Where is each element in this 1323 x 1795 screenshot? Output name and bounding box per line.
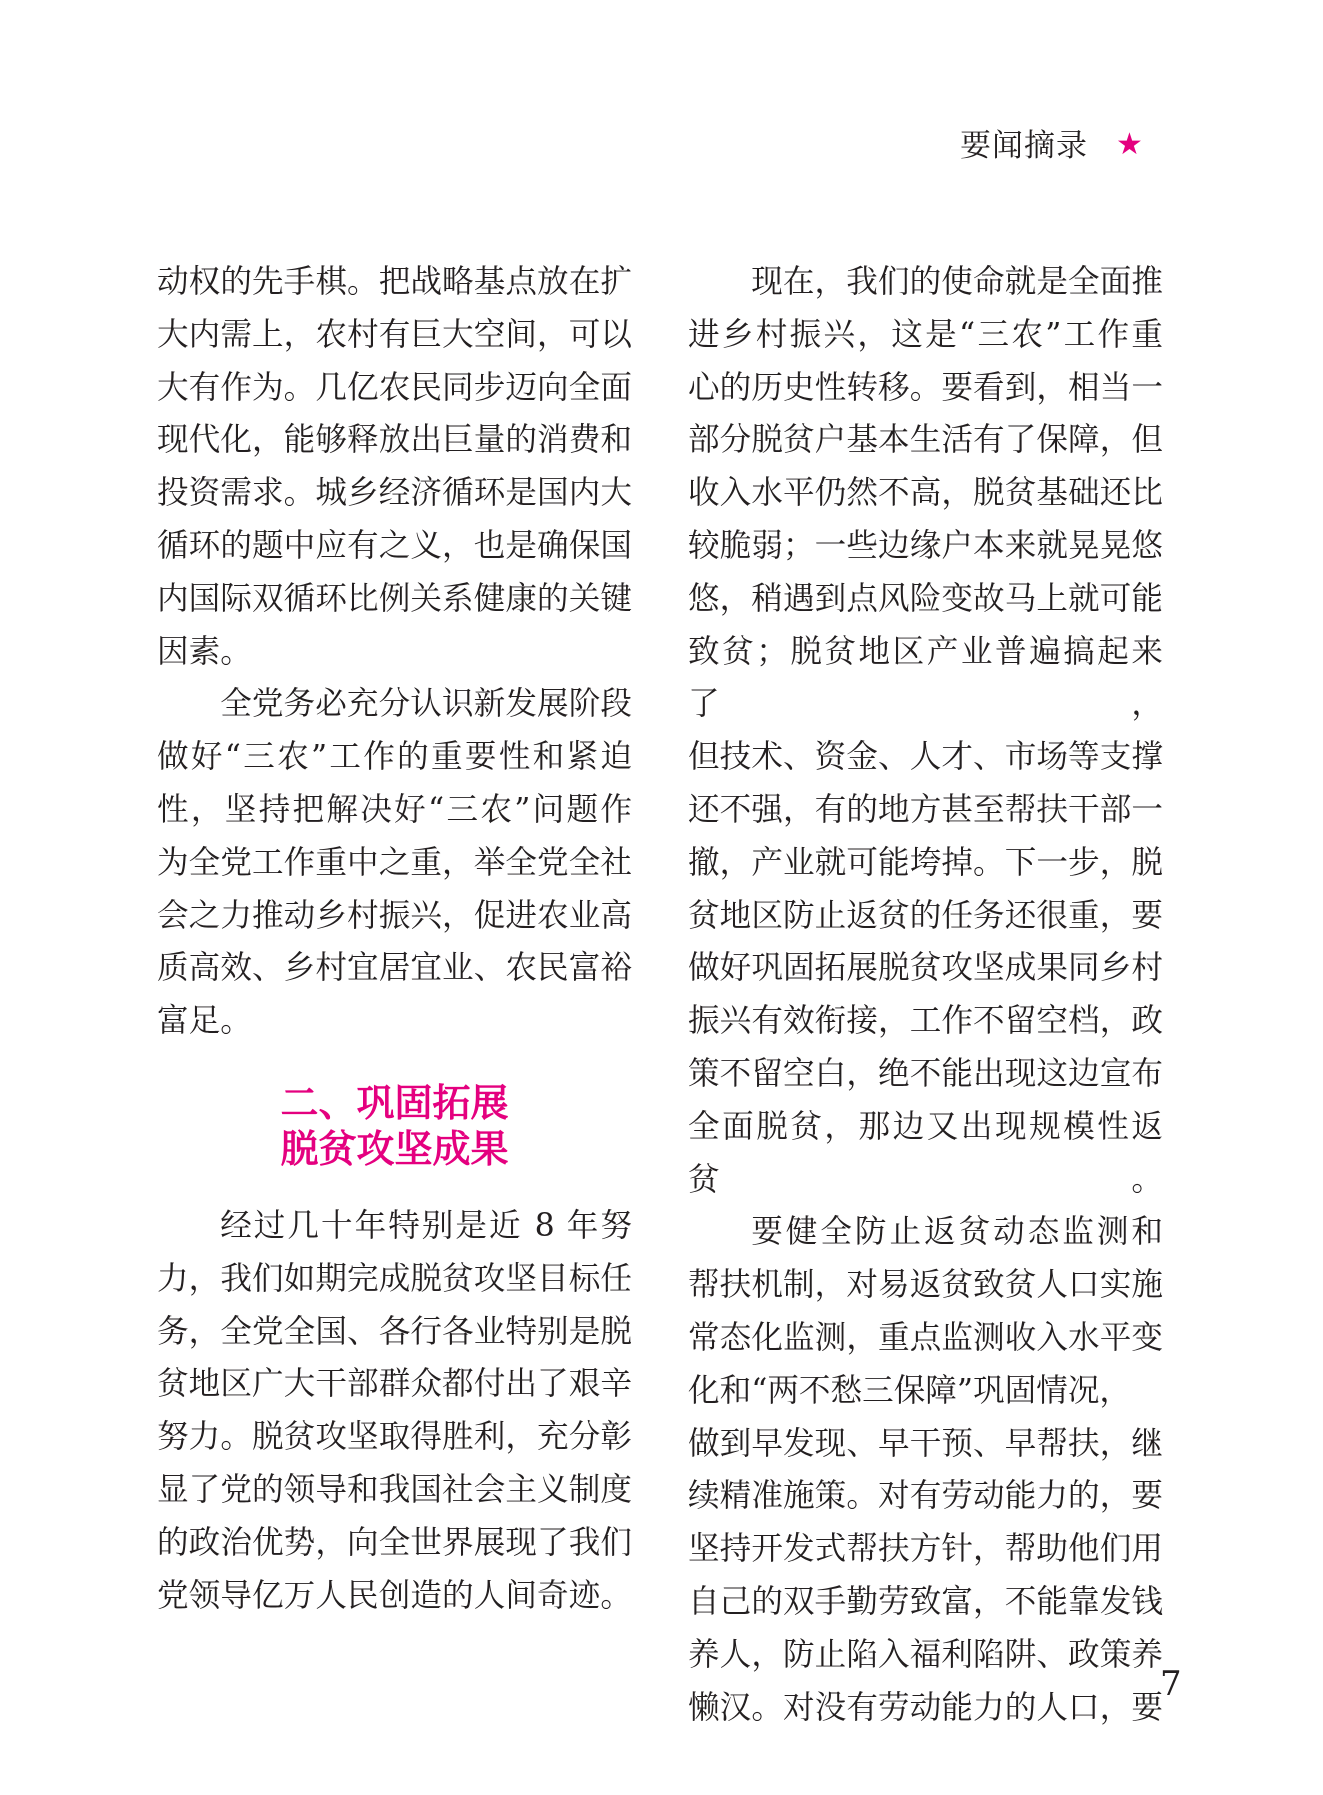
text-line: 要健全防止返贫动态监测和 — [751, 1214, 1163, 1251]
text-line: 投资需求。城乡经济循环是国内大 — [157, 475, 632, 512]
text-line: 还不强，有的地方甚至帮扶干部一 — [688, 791, 1163, 828]
text-line: 内国际双循环比例关系健康的关键 — [157, 580, 632, 617]
left-column — [157, 256, 632, 1622]
page-number: 7 — [1160, 1664, 1182, 1704]
text-line: 为全党工作重中之重，举全党全社 — [157, 844, 632, 881]
star-icon: ★ — [1116, 127, 1143, 162]
text-line: 会之力推动乡村振兴，促进农业高 — [157, 897, 632, 934]
text-line: 贫地区防止返贫的任务还很重，要 — [688, 897, 1163, 934]
text-line: 但技术、资金、人才、市场等支撑 — [688, 739, 1163, 776]
text-line: 策不留空白，绝不能出现这边宣布 — [688, 1055, 1163, 1092]
text-line: 悠，稍遇到点风险变故马上就可能 — [688, 580, 1163, 617]
text-line: 续精准施策。对有劳动能力的，要 — [688, 1478, 1163, 1515]
text-line: 力，我们如期完成脱贫攻坚目标任 — [157, 1260, 632, 1297]
text-line: 动权的先手棋。把战略基点放在扩 — [157, 264, 632, 300]
text-line: 化和“两不愁三保障”巩固情况， — [688, 1372, 1132, 1409]
text-line: 贫地区广大干部群众都付出了艰辛 — [157, 1366, 632, 1403]
text-line: 质高效、乡村宜居宜业、农民富裕 — [157, 950, 632, 987]
text-line: 显了党的领导和我国社会主义制度 — [157, 1471, 632, 1508]
text-line: 振兴有效衔接，工作不留空档，政 — [688, 1003, 1163, 1040]
text-line: 因素。 — [157, 633, 252, 670]
text-line: 大内需上，农村有巨大空间，可以 — [157, 316, 632, 353]
text-line: 努力。脱贫攻坚取得胜利，充分彰 — [157, 1419, 632, 1456]
text-line: 收入水平仍然不高，脱贫基础还比 — [688, 475, 1163, 512]
text-line: 经过几十年特别是近 8 年努 — [220, 1207, 632, 1244]
text-line: 循环的题中应有之义，也是确保国 — [157, 527, 632, 564]
paragraph-5 — [688, 1206, 1163, 1734]
text-line: 现代化，能够释放出巨量的消费和 — [157, 422, 632, 459]
heading-line: 脱贫攻坚成果 — [280, 1126, 509, 1171]
text-line: 致贫；脱贫地区产业普遍搞起来了， — [688, 633, 1163, 723]
section-title: 要闻摘录 — [960, 128, 1088, 164]
text-line: 性，坚持把解决好“三农”问题作 — [157, 791, 632, 828]
text-line: 常态化监测，重点监测收入水平变 — [688, 1319, 1163, 1356]
paragraph-3 — [157, 1200, 632, 1622]
text-line: 进乡村振兴，这是“三农”工作重 — [688, 316, 1163, 353]
text-line: 的政治优势，向全世界展现了我们 — [157, 1524, 632, 1561]
text-line: 富足。 — [157, 1003, 252, 1040]
heading-line: 二、巩固拓展 — [280, 1080, 509, 1125]
text-line: 全面脱贫，那边又出现规模性返贫。 — [688, 1108, 1163, 1198]
section-heading — [157, 1080, 632, 1172]
paragraph-1 — [157, 256, 632, 678]
text-line: 坚持开发式帮扶方针，帮助他们用 — [688, 1531, 1163, 1568]
text-line: 心的历史性转移。要看到，相当一 — [688, 369, 1163, 406]
right-column — [688, 256, 1163, 1734]
text-line: 做好巩固拓展脱贫攻坚成果同乡村 — [688, 950, 1163, 987]
text-line: 帮扶机制，对易返贫致贫人口实施 — [688, 1267, 1163, 1304]
text-line: 做好“三农”工作的重要性和紧迫 — [157, 739, 632, 776]
paragraph-2 — [157, 678, 632, 1048]
text-line: 部分脱贫户基本生活有了保障，但 — [688, 422, 1163, 459]
text-line: 养人，防止陷入福利陷阱、政策养 — [688, 1636, 1163, 1673]
text-line: 现在，我们的使命就是全面推 — [751, 264, 1163, 300]
text-line: 党领导亿万人民创造的人间奇迹。 — [157, 1577, 632, 1614]
text-line: 大有作为。几亿农民同步迈向全面 — [157, 369, 632, 406]
text-line: 懒汉。对没有劳动能力的人口，要 — [688, 1689, 1163, 1726]
paragraph-4 — [688, 256, 1163, 1206]
text-line: 全党务必充分认识新发展阶段 — [220, 686, 632, 723]
text-line: 撤，产业就可能垮掉。下一步，脱 — [688, 844, 1163, 881]
text-line: 做到早发现、早干预、早帮扶，继 — [688, 1425, 1163, 1462]
text-line: 较脆弱；一些边缘户本来就晃晃悠 — [688, 527, 1163, 564]
text-line: 务，全党全国、各行各业特别是脱 — [157, 1313, 632, 1350]
text-line: 自己的双手勤劳致富，不能靠发钱 — [688, 1583, 1163, 1620]
